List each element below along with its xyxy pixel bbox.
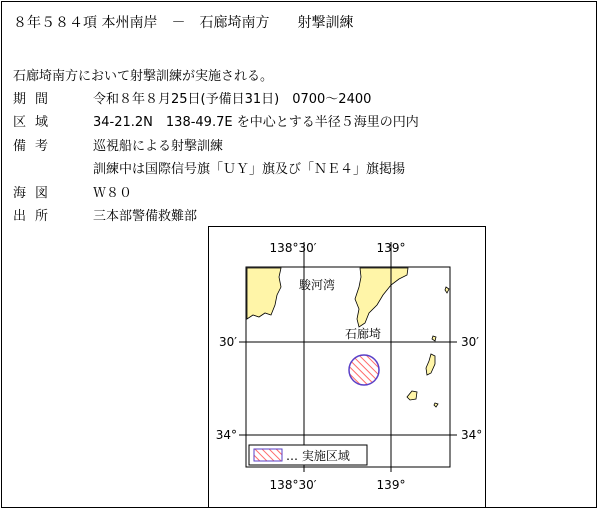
lat-label-right-30: 30′ — [461, 335, 479, 349]
location-map — [208, 226, 486, 508]
legend-swatch — [254, 449, 282, 461]
place-label-suruga-bay: 駿河湾 — [299, 278, 336, 292]
place-label-irozaki: 石廊埼 — [345, 327, 382, 341]
row-source — [13, 205, 197, 224]
row-label: 出所 — [13, 209, 58, 224]
row-value: 34-21.2N 138-49.7E を中心とする半径５海里の円内 — [93, 115, 419, 130]
row-label: 備考 — [13, 139, 58, 154]
lon-label-bottom-139: 139° — [376, 478, 406, 492]
row-value: 三本部警備救難部 — [93, 209, 198, 224]
row-remarks — [13, 135, 223, 154]
row-value: 訓練中は国際信号旗「ＵＹ」旗及び「ＮＥ４」旗掲揚 — [93, 162, 406, 177]
legend-label: … 実施区域 — [286, 449, 350, 463]
row-label: 海図 — [13, 186, 58, 201]
row-period — [13, 88, 371, 107]
row-value: Ｗ８０ — [93, 186, 133, 201]
map-canvas — [209, 227, 487, 509]
notice-summary: 石廊埼南方において射撃訓練が実施される。 — [13, 69, 274, 84]
notice-title: ８年５８４項 本州南岸 － 石廊埼南方 射撃訓練 — [13, 15, 354, 31]
lon-label-top-139: 139° — [376, 241, 406, 255]
exercise-area-circle — [349, 355, 379, 385]
lat-label-left-34: 34° — [215, 428, 237, 442]
lon-label-top-138-30: 138°30′ — [269, 241, 317, 255]
lon-label-bottom-138-30: 138°30′ — [269, 478, 317, 492]
row-value: 巡視船による射撃訓練 — [93, 139, 224, 154]
lat-label-left-30: 30′ — [219, 335, 237, 349]
row-remarks-cont — [13, 158, 405, 177]
row-value: 令和８年８月25日(予備日31日) 0700～2400 — [93, 92, 372, 107]
row-chart — [13, 182, 132, 201]
row-label: 区域 — [13, 115, 58, 130]
row-area — [13, 111, 419, 130]
lat-label-right-34: 34° — [461, 428, 483, 442]
row-label: 期間 — [13, 92, 58, 107]
